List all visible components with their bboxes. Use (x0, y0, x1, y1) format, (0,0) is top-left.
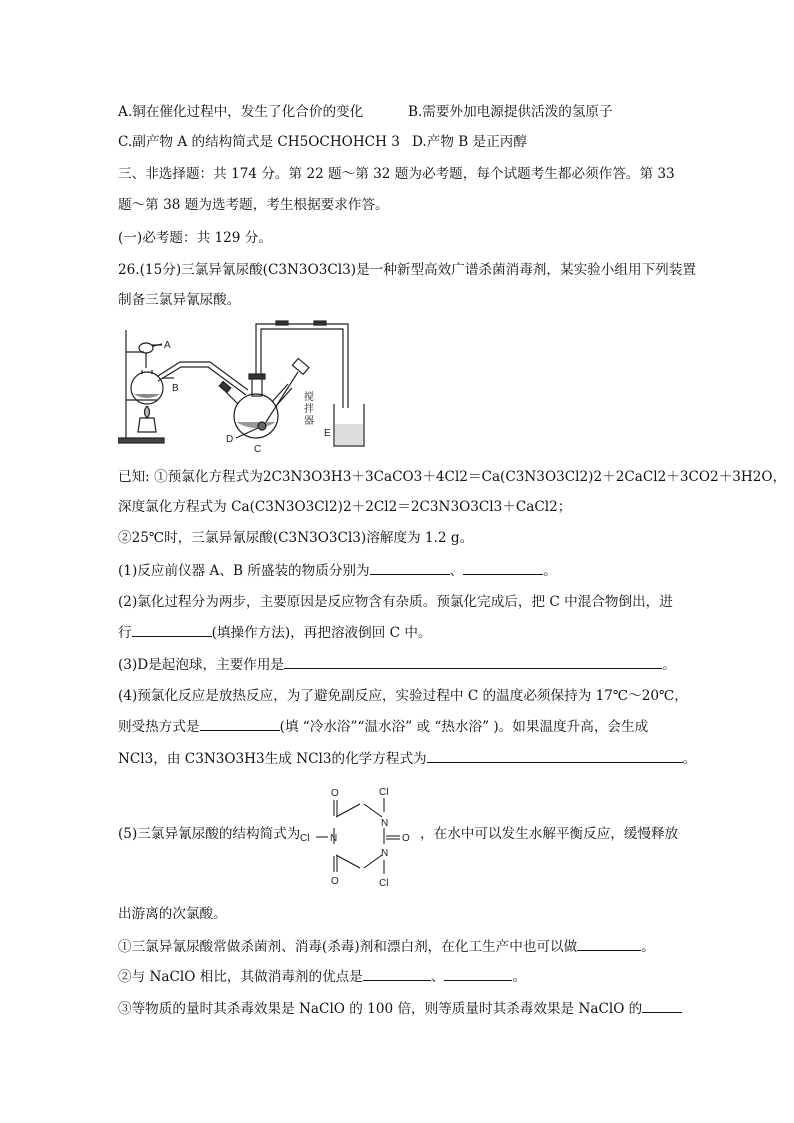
option-d-text: D.产物 B 是正丙醇 (412, 134, 527, 150)
atom-cl-left: Cl (300, 833, 310, 844)
atom-n-top: N (381, 818, 389, 829)
option-d (412, 132, 527, 152)
option-a-text: A.铜在催化过程中，发生了化合价的变化 (118, 104, 364, 120)
atom-cl-top: Cl (379, 787, 389, 798)
label-b: B (172, 383, 179, 394)
funnel-a (139, 343, 153, 353)
flask-c (234, 394, 278, 438)
question-2-post: (填操作方法)，再把溶液倒回 C 中。 (211, 625, 432, 641)
answer-blank-5b[interactable] (363, 966, 431, 981)
answer-blank-5a[interactable] (577, 936, 641, 951)
stand-base (118, 438, 164, 443)
apparatus-diagram (118, 318, 370, 454)
sub-3 (118, 998, 682, 1019)
answer-blank-3[interactable] (284, 654, 662, 669)
question-1-end: 。 (543, 563, 557, 579)
question-2-line2 (118, 622, 432, 643)
stirrer-char-2: 拌 (304, 404, 314, 415)
answer-blank-4a[interactable] (200, 716, 280, 731)
option-b (408, 102, 613, 122)
atom-o-bottom: O (331, 876, 339, 887)
answer-blank-2[interactable] (132, 622, 212, 637)
bubble-ball-d (258, 422, 266, 430)
sub-3-text: ③等物质的量时其杀毒效果是 NaClO 的 100 倍，则等质量时其杀毒效果是 NaClO 的 (118, 1001, 643, 1017)
question-1 (118, 560, 557, 581)
known-2: 深度氯化方程式为 Ca(C3N3O3Cl2)2＋2Cl2＝2C3N3O3Cl3＋CaCl2； (118, 499, 572, 515)
answer-blank-5d[interactable] (642, 998, 682, 1013)
q26-line1: 26.(15分)三氯异氰尿酸(C3N3O3Cl3)是一种新型高效广谱杀菌消毒剂，某实验小组用下列装置 (118, 262, 696, 278)
question-5-line2: 出游离的次氯酸。 (118, 906, 227, 922)
sub-2-text: ②与 NaClO 相比，其做消毒剂的优点是 (118, 969, 363, 985)
q26-line2: 制备三氯异氰尿酸。 (118, 292, 241, 308)
required-heading: (一)必考题：共 129 分。 (118, 230, 272, 246)
option-c (118, 132, 400, 152)
question-1-sep: 、 (449, 563, 464, 579)
option-b-text: B.需要外加电源提供活泼的氢原子 (408, 104, 613, 120)
flask-b (131, 372, 163, 404)
answer-blank-5c[interactable] (444, 966, 512, 981)
question-4-line3-pre: NCl3，由 C3N3O3H3生成 NCl3的化学方程式为 (118, 751, 427, 767)
sub-2 (118, 966, 526, 987)
option-a (118, 102, 363, 122)
answer-blank-4b[interactable] (427, 748, 683, 763)
atom-o-top: O (331, 788, 339, 799)
atom-n-bottom: N (381, 848, 389, 859)
question-5-pre: (5)三氯异氰尿酸的结构简式为 (118, 826, 301, 842)
question-4-pre: 则受热方式是 (118, 719, 200, 735)
known-1: 已知: ①预氯化方程式为2C3N3O3H3＋3CaCO3＋4Cl2＝Ca(C3N3O3Cl2)2＋2CaCl2＋3CO2＋3H2O， (118, 469, 787, 485)
atom-cl-bottom: Cl (379, 878, 389, 889)
option-c-prefix: C.副产物 A 的结构简式是 C (118, 134, 288, 150)
question-4-line3 (118, 748, 696, 769)
label-a: A (164, 340, 171, 351)
section3-line1: 三、非选择题：共 174 分。第 22 题～第 32 题为必考题，每个试题考生都必须作答。第 33 (118, 166, 675, 182)
question-3-text: (3)D是起泡球，主要作用是 (118, 657, 285, 673)
sub-2-end: 。 (512, 969, 527, 985)
sub-2-sep: 、 (430, 969, 445, 985)
question-3 (118, 654, 676, 675)
question-3-end: 。 (662, 657, 676, 673)
answer-blank-1a[interactable] (370, 560, 450, 575)
section3-line2: 题～第 38 题为选考题，考生根据要求作答。 (118, 197, 389, 213)
question-4-line3-end: 。 (682, 751, 697, 767)
sub-1-end: 。 (641, 939, 655, 955)
question-4-line1: (4)预氯化反应是放热反应，为了避免副反应，实验过程中 C 的温度必须保持为 17℃～20℃， (118, 688, 688, 704)
known-3: ②25℃时，三氯异氰尿酸(C3N3O3Cl3)溶解度为 1.2 g。 (118, 530, 474, 546)
question-2-pre: 行 (118, 625, 132, 641)
sub-1-text: ①三氯异氰尿酸常做杀菌剂、消毒(杀毒)剂和漂白剂，在化工生产中也可以做 (118, 939, 578, 955)
label-c: C (254, 444, 262, 454)
question-4-post: (填 “冷水浴”“温水浴” 或 “热水浴” )。如果温度升高，会生成 (279, 719, 649, 735)
stirrer-char-3: 器 (304, 416, 314, 427)
sub-1 (118, 936, 655, 957)
answer-blank-1b[interactable] (463, 560, 543, 575)
atom-n-left: N (330, 833, 338, 844)
option-c-formula: H5OCHOHCH 3 (287, 134, 400, 150)
question-2-line1: (2)氯化过程分为两步，主要原因是反应物含有杂质。预氯化完成后，把 C 中混合物倒出，进 (118, 594, 673, 610)
atom-o-right: O (402, 833, 410, 844)
stirrer-char-1: 搅 (304, 392, 314, 403)
question-1-text: (1)反应前仪器 A、B 所盛装的物质分别为 (118, 563, 370, 579)
question-5-post: ，在水中可以发生水解平衡反应，缓慢释放 (420, 826, 679, 842)
label-d: D (226, 434, 234, 445)
question-4-line2 (118, 716, 648, 737)
structure-formula (298, 782, 418, 892)
label-e: E (324, 428, 331, 439)
